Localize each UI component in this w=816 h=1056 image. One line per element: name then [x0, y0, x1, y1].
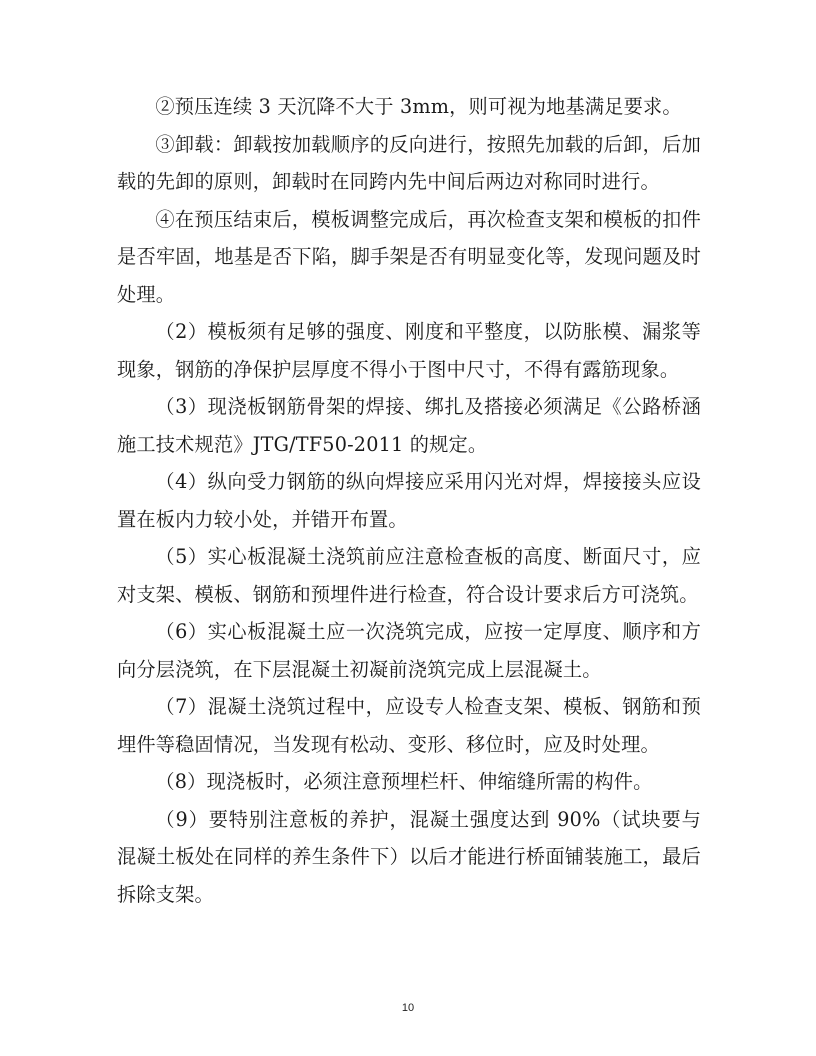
paragraph-rebar-welding-spec: （3）现浇板钢筋骨架的焊接、绑扎及搭接必须满足《公路桥涵施工技术规范》JTG/TF50-2011 的规定。 [117, 395, 701, 456]
paragraph-preload-settlement: ②预压连续 3 天沉降不大于 3mm，则可视为地基满足要求。 [155, 95, 682, 118]
paragraph-flash-butt-welding: （4）纵向受力钢筋的纵向焊接应采用闪光对焊，焊接接头应设置在板内力较小处，并错开布置。 [117, 470, 701, 531]
paragraph-post-preload-check: ④在预压结束后，模板调整完成后，再次检查支架和模板的扣件是否牢固，地基是否下陷，脚手架是否有明显变化等，发现问题及时处理。 [117, 207, 701, 306]
page-number: 10 [401, 1002, 415, 1014]
paragraph-formwork-strength: （2）模板须有足够的强度、刚度和平整度，以防胀模、漏浆等现象，钢筋的净保护层厚度不得小于图中尺寸，不得有露筋现象。 [117, 320, 701, 381]
paragraph-embedded-parts: （8）现浇板时，必须注意预埋栏杆、伸缩缝所需的构件。 [155, 770, 653, 793]
paragraph-pre-pour-inspection: （5）实心板混凝土浇筑前应注意检查板的高度、断面尺寸，应对支架、模板、钢筋和预埋件进行检查，符合设计要求后方可浇筑。 [117, 545, 701, 606]
paragraph-curing: （9）要特别注意板的养护，混凝土强度达到 90%（试块要与混凝土板处在同样的养生条件下）以后才能进行桥面铺装施工，最后拆除支架。 [117, 807, 701, 906]
document-body [117, 88, 701, 913]
paragraph-layered-pouring: （6）实心板混凝土应一次浇筑完成，应按一定厚度、顺序和方向分层浇筑，在下层混凝土初凝前浇筑完成上层混凝土。 [117, 620, 701, 681]
paragraph-pour-monitoring: （7）混凝土浇筑过程中，应设专人检查支架、模板、钢筋和预埋件等稳固情况，当发现有松动、变形、移位时，应及时处理。 [117, 695, 701, 756]
paragraph-unloading: ③卸载：卸载按加载顺序的反向进行，按照先加载的后卸，后加载的先卸的原则，卸载时在同跨内先中间后两边对称同时进行。 [117, 132, 701, 193]
